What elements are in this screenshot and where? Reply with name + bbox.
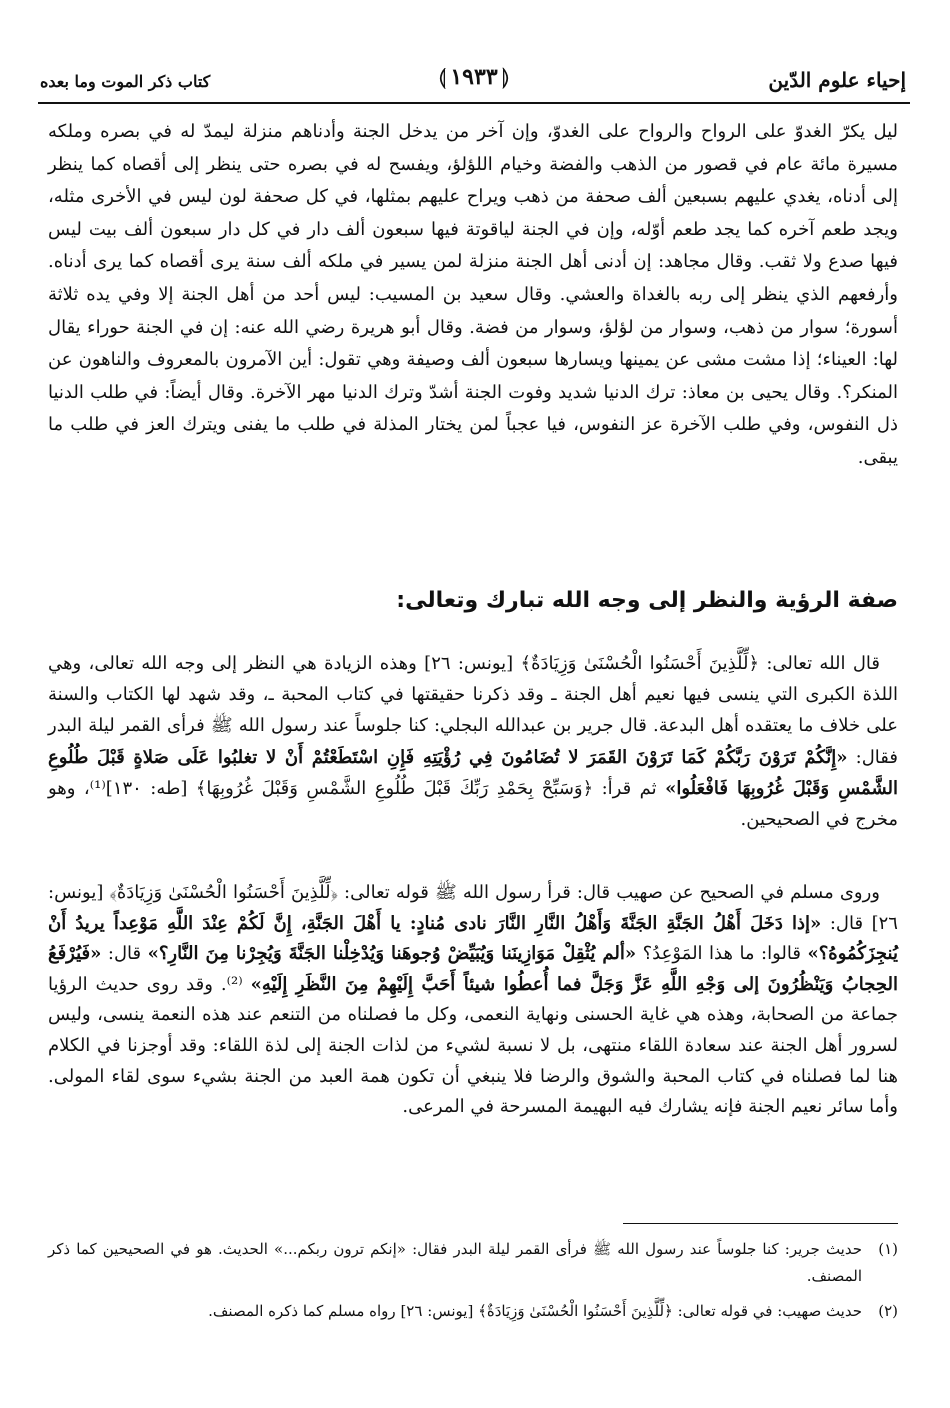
footnote-1 [48,1236,898,1290]
text-run: ⁽²⁾. وقد روى حديث الرؤيا جماعة من الصحابة، وهذه هي غاية الحسنى ونهاية النعمى، وكل ما فصلناه من التنعم عند هذه النعمة ينسى، وليس لسرور أهل الجنة عند سعادة اللقاء منتهى، بل لا نسبة لشيء من لذات الجنة إلى لذة اللقاء: وقد أوجزنا في الكلام هنا لما فصلناه في كتاب المحبة والشوق والرضا فلا ينبغي أن تكون همة العبد من الجنة بشيء سوى لقاء المولى. وأما سائر نعيم الجنة فإنه يشارك فيه البهيمة المسرحة في المرعى. [48,973,898,1118]
paragraph-text [48,878,898,1123]
text-run: قال: [107,943,142,965]
paragraph-text [48,648,898,835]
footnote-text: حديث صهيب: في قوله تعالى: ﴿لِّلَّذِينَ أَحْسَنُوا الْحُسْنَىٰ وَزِيَادَةٌ﴾ [يونس: ٢٦] رواه مسلم كما ذكره المصنف. [208,1302,862,1320]
page-number: ١٩٣٣ [450,64,498,90]
book-title: إحياء علوم الدّين [768,68,906,92]
page-header [38,62,910,104]
chapter-title: كتاب ذكر الموت وما بعده [40,72,211,91]
right-ornament-icon: ⟭ [501,65,510,90]
footnote-divider [623,1223,898,1224]
footnotes [48,1236,898,1333]
section-paragraph-1 [48,648,898,835]
text-run: وروى مسلم في الصحيح عن صهيب قال: قرأ رسول الله ﷺ قوله تعالى: ﴿لِّلَّذِينَ أَحْسَنُوا الْحُسْنَىٰ وَزِيَادَةٌ﴾ [يونس: ٢٦] قال: [48,882,898,934]
footnote-number: (١) [878,1240,898,1258]
hadith-quote: «إذا دَخَلَ أَهْلُ الجَنَّةِ الجَنَّةَ وَأَهْلُ النَّارِ النَّارَ نادى مُنادٍ: يا أَهْلَ الجَنَّةِ، إِنَّ لَكُمْ عِنْدَ اللَّهِ مَوْعِداً يريدُ أَنْ يُنجِزَكُمُوهُ؟» [48,912,898,965]
hadith-quote: «إِنَّكُمْ تَرَوْنَ رَبَّكُمْ كَمَا تَرَوْنَ القَمَرَ لا تُضَامُونَ فِي رُؤْيَتِهِ فَإِنِ اسْتَطَعْتُمْ أَنْ لا تغلبُوا عَلَى صَلاةٍ قَبْلَ طُلُوعِ الشَّمْسِ وَقَبْلَ غُرُوبِهَا فَافْعَلُوا» [48,746,898,799]
text-run: قال الله تعالى: ﴿لِّلَّذِينَ أَحْسَنُوا الْحُسْنَىٰ وَزِيَادَةٌ﴾ [يونس: ٢٦] وهذه الزيادة هي النظر إلى وجه الله تعالى، وهي اللذة الكبرى التي ينسى فيها نعيم أهل الجنة ـ وقد ذكرنا حقيقتها في كتاب المحبة ـ، وقد شهد لها الكتاب والسنة على خلاف ما يعتقده أهل البدعة. قال جرير بن عبدالله البجلي: كنا جلوساً عند رسول الله ﷺ فرأى القمر ليلة البدر فقال: [48,653,898,768]
hadith-quote: «ألم يُثْقِلْ مَوَازِينَنا وَيُبَيِّضْ وُجوهَنا وَيُدْخِلْنا الجَنَّةَ وَيُجِرْنا مِنَ النَّارِ؟» [147,943,637,965]
footnote-number: (٢) [878,1302,898,1320]
paragraph-1: ليل يكرّ الغدوّ على الرواح والرواح على الغدوّ، وإن آخر من يدخل الجنة وأدناهم منزلة ليمدّ له في بصره وملكه مسيرة مائة عام في قصور من الذهب والفضة وخيام اللؤلؤ، ويفسح له في بصره حتى ينظر إلى أقصاه كما ينظر إلى أدناه، يغدي عليهم بسبعين ألف صحفة من ذهب ويراح عليهم بمثلها، في كل صحفة لون ليس في الأخرى مثله، ويجد طعم آخره كما يجد طعم أوّله، وإن في الجنة لياقوتة فيها سبعون ألف دار في كل دار سبعون ألف بيت ليس فيها صدع ولا ثقب. وقال مجاهد: إن أدنى أهل الجنة منزلة لمن يسير في ملكه ألف سنة يرى أقصاه كما يرى أدناه. وأرفعهم الذي ينظر إلى ربه بالغداة والعشي. وقال سعيد بن المسيب: ليس أحد من أهل الجنة إلا وفي يده ثلاثة أسورة؛ سوار من ذهب، وسوار من لؤلؤ، وسوار من فضة. وقال أبو هريرة رضي الله عنه: إن في الجنة حوراء يقال لها: العيناء؛ إذا مشت مشى عن يمينها ويسارها سبعون ألف وصيفة وهي تقول: أين الآمرون بالمعروف والناهون عن المنكر؟. وقال يحيى بن معاذ: ترك الدنيا شديد وفوت الجنة أشدّ وترك الدنيا مهر الآخرة. وقال أيضاً: في طلب الدنيا ذل النفوس، وفي طلب الآخرة عز النفوس، فيا عجباً لمن يختار المذلة في طلب ما يفنى ويترك العز في طلب ما يبقى. [48,121,899,468]
page-number-block [434,64,514,90]
left-ornament-icon: ⟬ [438,65,447,90]
section-paragraph-2 [48,878,898,1123]
text-run: قالوا: ما هذا المَوْعِدُ؟ [642,943,801,965]
footnote-2 [48,1298,898,1325]
footnote-text: حديث جرير: كنا جلوساً عند رسول الله ﷺ فرأى القمر ليلة البدر فقال: «إنكم ترون ربكم...» الحديث. هو في الصحيحين كما ذكر المصنف. [48,1240,862,1285]
main-text [48,116,898,475]
text-run: ثم قرأ: ﴿وَسَبِّحْ بِحَمْدِ رَبِّكَ قَبْلَ طُلُوعِ الشَّمْسِ وَقَبْلَ غُرُوبِهَا﴾ [طه: ١٣٠]⁽¹⁾، وهو مخرج في الصحيحين. [48,777,898,831]
section-heading: صفة الرؤية والنظر إلى وجه الله تبارك وتعالى: [396,588,898,613]
hadith-quote: «فَيُرْفَعُ الحِجابُ وَيَنْظُرُونَ إلى وَجْهِ اللَّهِ عَزَّ وَجَلَّ فما أُعطُوا شيئاً أَحَبَّ إِلَيْهِمْ مِنَ النَّظَرِ إِلَيْهِ» [48,943,898,995]
